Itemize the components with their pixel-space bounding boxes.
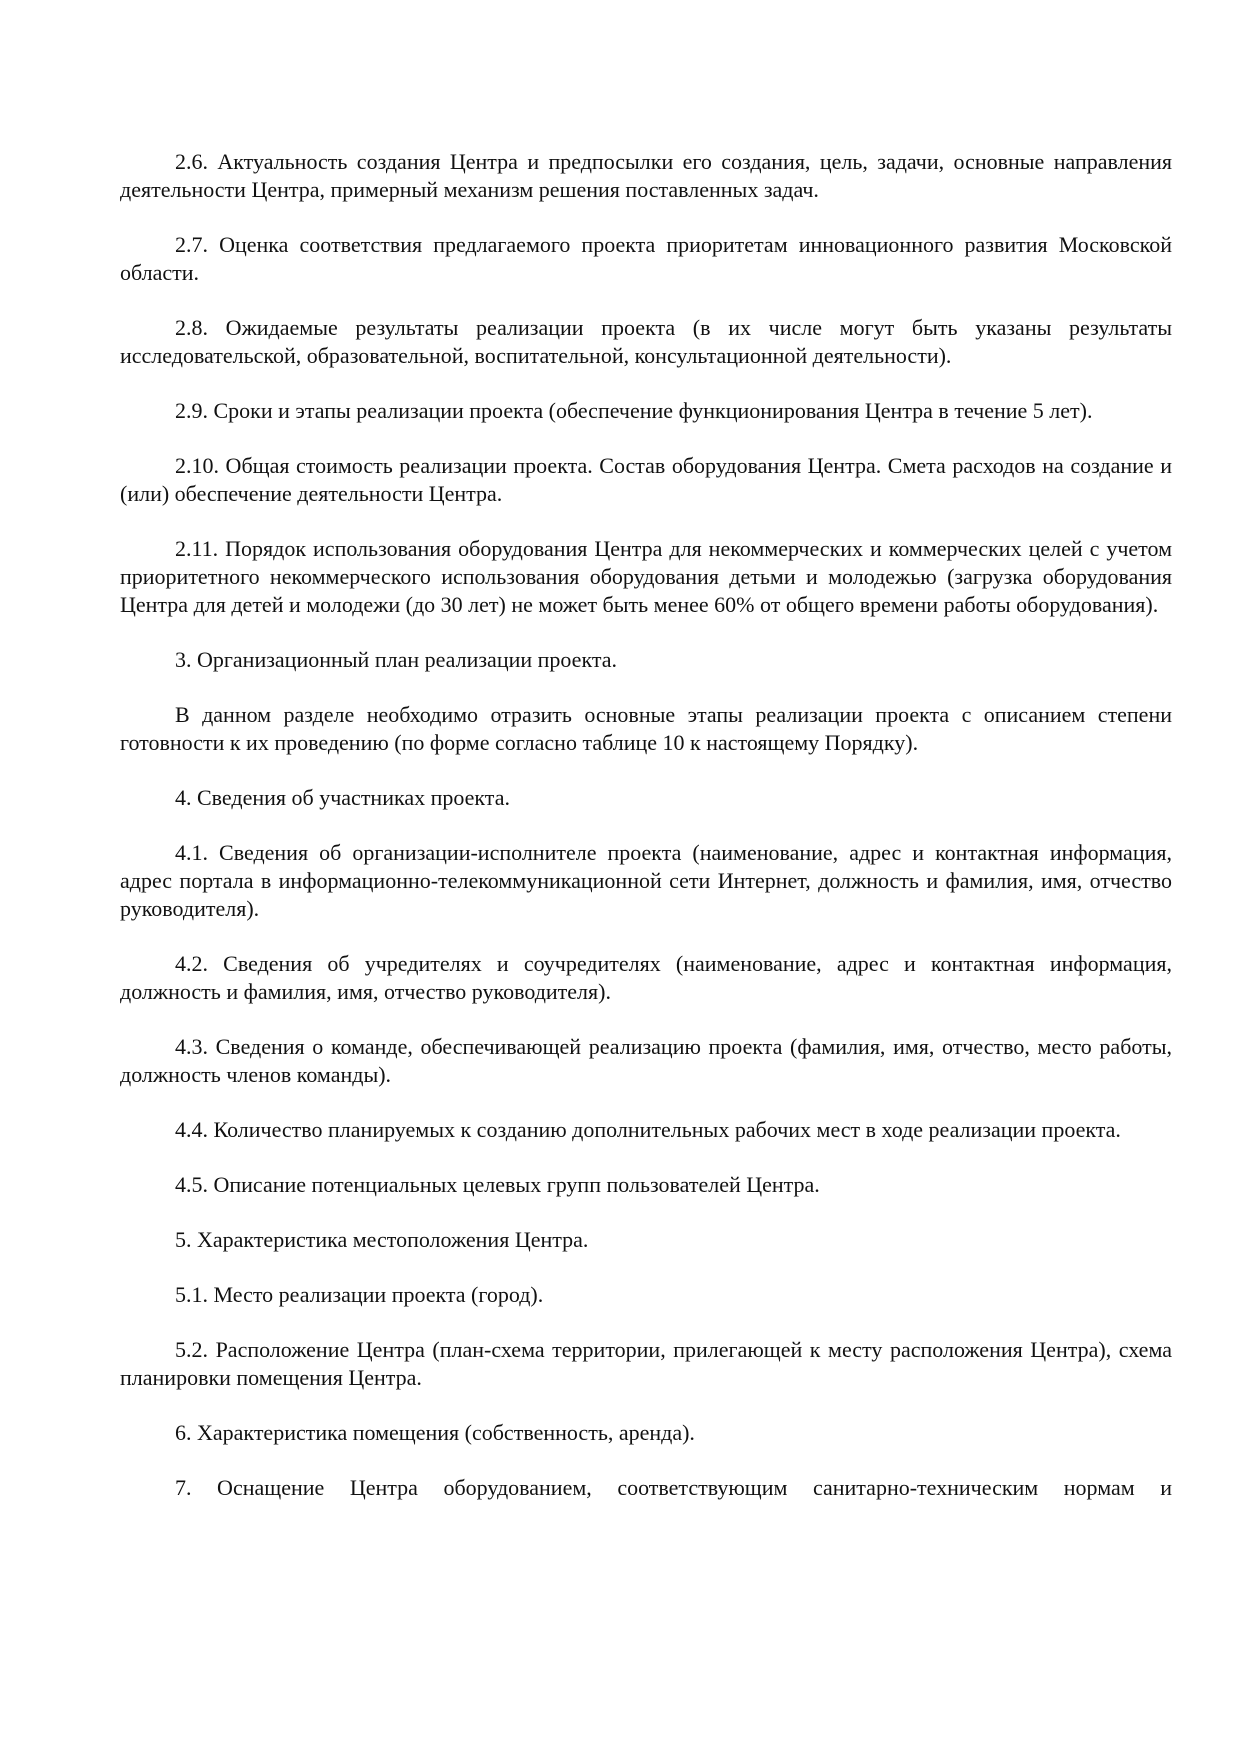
paragraph-4-4: 4.4. Количество планируемых к созданию дополнительных рабочих мест в ходе реализации проекта.	[175, 1117, 1121, 1142]
paragraph-2-10: 2.10. Общая стоимость реализации проекта. Состав оборудования Центра. Смета расходов на создание и (или) обеспечение деятельности Центра.	[120, 453, 1172, 506]
document-page	[120, 148, 1172, 1502]
paragraph-2-11: 2.11. Порядок использования оборудования Центра для некоммерческих и коммерческих целей с учетом приоритетного некоммерческого использования оборудования детьми и молодежью (загрузка оборудования Центра для детей и молодежи (до 30 лет) не может быть менее 60% от общего времени работы оборудования).	[120, 536, 1172, 617]
section-3-description: В данном разделе необходимо отразить основные этапы реализации проекта с описанием степени готовности к их проведению (по форме согласно таблице 10 к настоящему Порядку).	[120, 702, 1172, 755]
paragraph-4-3: 4.3. Сведения о команде, обеспечивающей реализацию проекта (фамилия, имя, отчество, место работы, должность членов команды).	[120, 1034, 1172, 1087]
paragraph-5-1: 5.1. Место реализации проекта (город).	[175, 1282, 544, 1307]
paragraph-2-6: 2.6. Актуальность создания Центра и предпосылки его создания, цель, задачи, основные направления деятельности Центра, примерный механизм решения поставленных задач.	[120, 149, 1172, 202]
section-3-heading: 3. Организационный план реализации проекта.	[175, 647, 617, 672]
paragraph-4-5: 4.5. Описание потенциальных целевых групп пользователей Центра.	[175, 1172, 820, 1197]
section-4-heading: 4. Сведения об участниках проекта.	[175, 785, 510, 810]
section-7-heading: 7. Оснащение Центра оборудованием, соответствующим санитарно-техническим нормам и	[175, 1475, 1172, 1500]
paragraph-4-2: 4.2. Сведения об учредителях и соучредителях (наименование, адрес и контактная информация, должность и фамилия, имя, отчество руководителя).	[120, 951, 1172, 1004]
paragraph-2-9: 2.9. Сроки и этапы реализации проекта (обеспечение функционирования Центра в течение 5 лет).	[175, 398, 1093, 423]
section-5-heading: 5. Характеристика местоположения Центра.	[175, 1227, 589, 1252]
section-6-heading: 6. Характеристика помещения (собственность, аренда).	[175, 1420, 695, 1445]
paragraph-2-7: 2.7. Оценка соответствия предлагаемого проекта приоритетам инновационного развития Московской области.	[120, 232, 1172, 285]
paragraph-5-2: 5.2. Расположение Центра (план-схема территории, прилегающей к месту расположения Центра), схема планировки помещения Центра.	[120, 1337, 1172, 1390]
paragraph-4-1: 4.1. Сведения об организации-исполнителе проекта (наименование, адрес и контактная информация, адрес портала в информационно-телекоммуникационной сети Интернет, должность и фамилия, имя, отчество руководителя).	[120, 840, 1172, 921]
paragraph-2-8: 2.8. Ожидаемые результаты реализации проекта (в их числе могут быть указаны результаты исследовательской, образовательной, воспитательной, консультационной деятельности).	[120, 315, 1172, 368]
